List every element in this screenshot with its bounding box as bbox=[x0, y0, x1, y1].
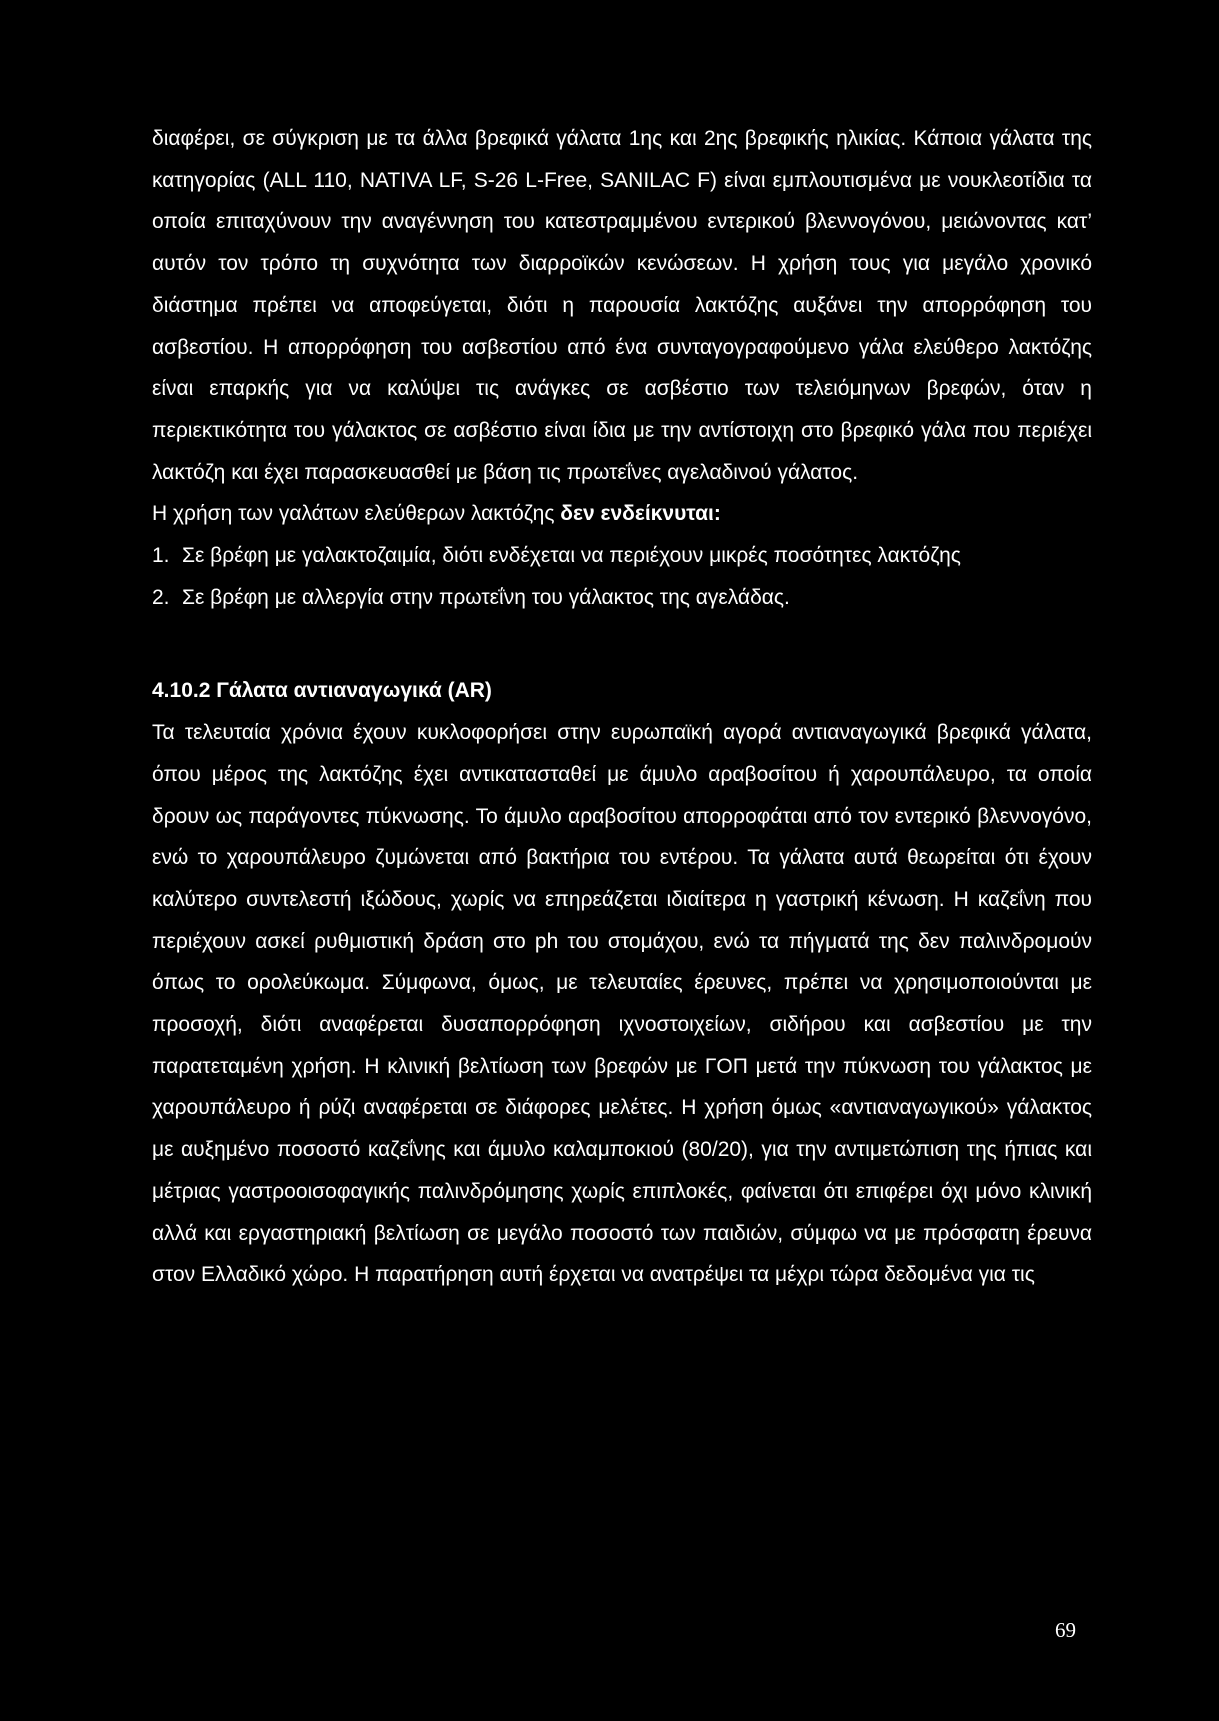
list-item-number: 1. bbox=[152, 544, 170, 568]
lead-in-text: Η χρήση των γαλάτων ελεύθερων λακτόζης bbox=[152, 502, 561, 526]
contraindications-list bbox=[152, 535, 1092, 618]
lead-in-bold: δεν ενδείκνυται: bbox=[560, 502, 721, 526]
paragraph-lactose-free-continued: διαφέρει, σε σύγκριση με τα άλλα βρεφικά γάλατα 1ης και 2ης βρεφικής ηλικίας. Κάποια γάλατα της κατηγορίας (ALL 110, NATIVA LF, S-26 L-Free, SANILAC F) είναι εμπλουτισμένα με νουκλεοτίδια τα οποία επιταχύνουν την αναγέννηση του κατεστραμμένου εντερικού βλεννογόνου, μειώνοντας κατ’ αυτόν τον τρόπο τη συχνότητα των διαρροϊκών κενώσεων. Η χρήση τους για μεγάλο χρονικό διάστημα πρέπει να αποφεύγεται, διότι η παρουσία λακτόζης αυξάνει την απορρόφηση του ασβεστίου. Η απορρόφηση του ασβεστίου από ένα συνταγογραφούμενο γάλα ελεύθερο λακτόζης είναι επαρκής για να καλύψει τις ανάγκες σε ασβέστιο των τελειόμηνων βρεφών, όταν η περιεκτικότητα του γάλακτος σε ασβέστιο είναι ίδια με την αντίστοιχη στο βρεφικό γάλα που περιέχει λακτόζη και έχει παρασκευασθεί με βάση τις πρωτεΐνες αγελαδινού γάλατος. bbox=[152, 127, 1092, 484]
document-page bbox=[152, 118, 1092, 1296]
list-item-text: Σε βρέφη με γαλακτοζαιμία, διότι ενδέχεται να περιέχουν μικρές ποσότητες λακτόζης bbox=[182, 544, 961, 568]
list-item-number: 2. bbox=[152, 585, 170, 609]
list-item bbox=[152, 535, 1092, 577]
list-item bbox=[152, 577, 1092, 619]
contraindications-lead-in bbox=[152, 493, 1092, 535]
paragraph-antireflux-formulas: Τα τελευταία χρόνια έχουν κυκλοφορήσει στην ευρωπαϊκή αγορά αντιαναγωγικά βρεφικά γάλατα, όπου μέρος της λακτόζης έχει αντικατασταθεί με άμυλο αραβοσίτου ή χαρουπάλευρο, τα οποία δρουν ως παράγοντες πύκνωσης. Το άμυλο αραβοσίτου απορροφάται από τον εντερικό βλεννογόνο, ενώ το χαρουπάλευρο ζυμώνεται από βακτήρια του εντέρου. Τα γάλατα αυτά θεωρείται ότι έχουν καλύτερο συντελεστή ιξώδους, χωρίς να επηρεάζεται ιδιαίτερα η γαστρική κένωση. Η καζεΐνη που περιέχουν ασκεί ρυθμιστική δράση στο ph του στομάχου, ενώ τα πήγματά της δεν παλινδρομούν όπως το ορολεύκωμα. Σύμφωνα, όμως, με τελευταίες έρευνες, πρέπει να χρησιμοποιούνται με προσοχή, διότι αναφέρεται δυσαπορρόφηση ιχνοστοιχείων, σιδήρου και ασβεστίου με την παρατεταμένη χρήση. Η κλινική βελτίωση των βρεφών με ΓΟΠ μετά την πύκνωση του γάλακτος με χαρουπάλευρο ή ρύζι αναφέρεται σε διάφορες μελέτες. Η χρήση όμως «αντιαναγωγικού» γάλακτος με αυξημένο ποσοστό καζεΐνης και άμυλο καλαμποκιού (80/20), για την αντιμετώπιση της ήπιας και μέτριας γαστροοισοφαγικής παλινδρόμησης χωρίς επιπλοκές, φαίνεται ότι επιφέρει όχι μόνο κλινική αλλά και εργαστηριακή βελτίωση σε μεγάλο ποσοστό των παιδιών, σύμφω να με πρόσφατη έρευνα στον Ελλαδικό χώρο. Η παρατήρηση αυτή έρχεται να ανατρέψει τα μέχρι τώρα δεδομένα για τις bbox=[152, 721, 1092, 1287]
section-heading: 4.10.2 Γάλατα αντιαναγωγικά (AR) bbox=[152, 679, 492, 703]
list-item-text: Σε βρέφη με αλλεργία στην πρωτεΐνη του γάλακτος της αγελάδας. bbox=[182, 585, 790, 609]
page-number: 69 bbox=[1055, 1618, 1076, 1642]
